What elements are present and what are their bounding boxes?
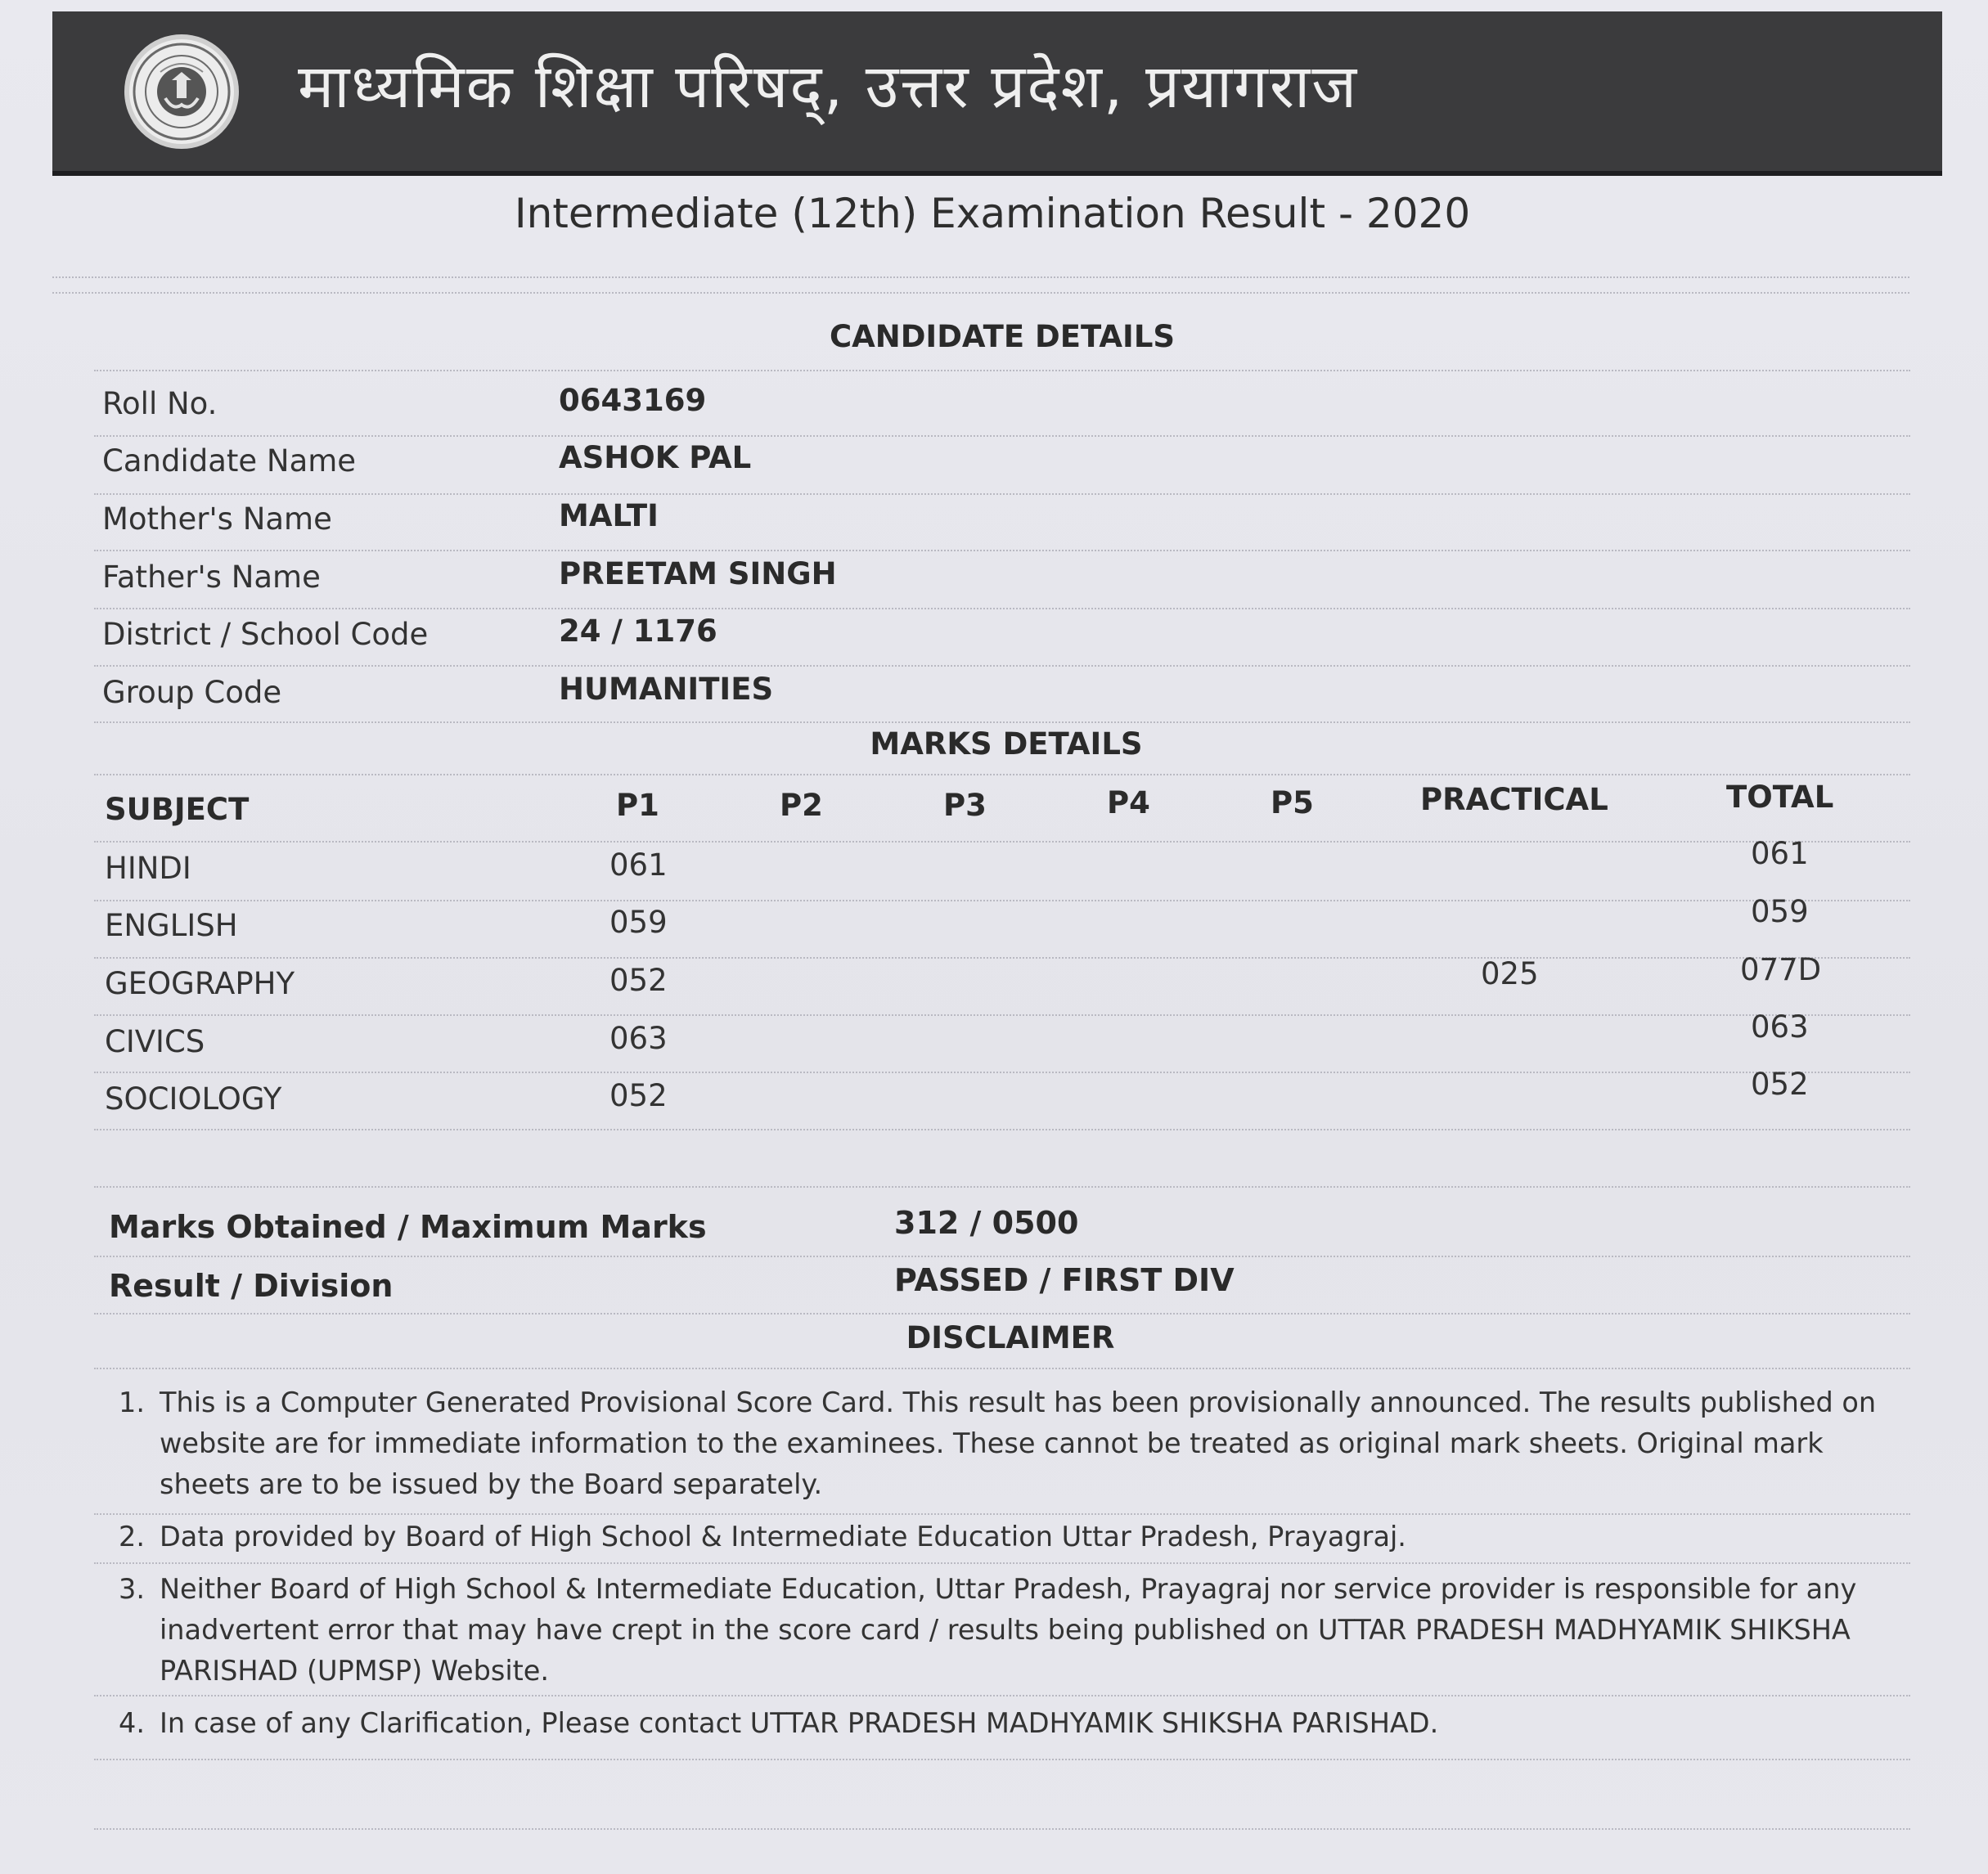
subject-cell: HINDI (105, 851, 191, 886)
column-header-p4: P4 (1107, 785, 1150, 820)
divider (94, 1129, 1910, 1130)
field-label: Father's Name (102, 560, 321, 595)
candidate-row-name (102, 440, 1902, 492)
marks-details-heading: MARKS DETAILS (870, 726, 1143, 762)
divider (94, 957, 1910, 959)
divider (94, 665, 1910, 667)
divider (94, 774, 1910, 775)
exam-title: Intermediate (12th) Examination Result - 2020 (514, 190, 1471, 237)
up-government-emblem-icon (124, 34, 239, 149)
field-value: PREETAM SINGH (559, 556, 837, 591)
field-label: Group Code (102, 675, 282, 710)
disclaimer-item-text: Neither Board of High School & Intermediate Education, Uttar Pradesh, Prayagraj nor service provider is responsible for any inadvertent error that may have crept in the score card / results being published on UTTAR PRADESH MADHYAMIK SHIKSHA PARISHAD (UPMSP) Website. (160, 1573, 1857, 1687)
divider (52, 292, 1909, 294)
total-cell: 061 (1751, 836, 1809, 871)
disclaimer-item-number: 2. (119, 1521, 145, 1553)
candidate-row-group (102, 672, 1902, 724)
divider (94, 841, 1910, 843)
total-cell: 077D (1740, 952, 1822, 987)
disclaimer-heading: DISCLAIMER (906, 1320, 1115, 1355)
divider (94, 900, 1910, 901)
p1-cell: 052 (609, 1078, 668, 1113)
disclaimer-item (119, 1703, 1902, 1744)
result-division-label: Result / Division (109, 1268, 394, 1304)
divider (94, 1759, 1910, 1760)
divider (94, 493, 1910, 495)
board-header-banner (52, 11, 1942, 176)
divider (94, 550, 1910, 551)
disclaimer-item-text: This is a Computer Generated Provisional Score Card. This result has been provisionally announced. The results published on website are for immediate information to the examinees. These cannot be treated as original mark sheets. Original mark sheets are to be issued by the Board separately. (160, 1386, 1877, 1500)
field-label: Mother's Name (102, 501, 332, 537)
candidate-row-mother (102, 498, 1902, 551)
field-label: Candidate Name (102, 443, 357, 479)
marks-obtained-label: Marks Obtained / Maximum Marks (109, 1209, 707, 1245)
candidate-details-heading: CANDIDATE DETAILS (829, 319, 1176, 354)
total-cell: 052 (1751, 1067, 1809, 1102)
disclaimer-item (119, 1517, 1902, 1557)
board-title: माध्यमिक शिक्षा परिषद्, उत्तर प्रदेश, प्रयागराज (298, 52, 1359, 122)
practical-cell: 025 (1481, 956, 1539, 991)
subject-cell: ENGLISH (105, 908, 238, 943)
divider (94, 1256, 1910, 1257)
divider (52, 276, 1909, 278)
disclaimer-item (119, 1382, 1902, 1505)
divider (94, 1313, 1910, 1314)
divider (94, 435, 1910, 437)
divider (94, 1186, 1910, 1188)
divider (94, 1368, 1910, 1369)
divider (94, 1695, 1910, 1696)
field-value: MALTI (559, 498, 659, 533)
divider (94, 1014, 1910, 1016)
p1-cell: 059 (609, 905, 668, 940)
disclaimer-item (119, 1569, 1902, 1692)
total-cell: 059 (1751, 894, 1809, 929)
marks-obtained-value: 312 / 0500 (894, 1205, 1079, 1241)
p1-cell: 063 (609, 1021, 668, 1056)
disclaimer-item-number: 1. (119, 1386, 145, 1418)
field-value: 24 / 1176 (559, 613, 717, 649)
candidate-row-district (102, 613, 1902, 666)
candidate-row-roll (102, 383, 1902, 435)
disclaimer-item-number: 3. (119, 1573, 145, 1605)
field-value: HUMANITIES (559, 672, 774, 707)
column-header-practical: PRACTICAL (1420, 782, 1608, 817)
column-header-total: TOTAL (1726, 780, 1834, 815)
field-label: Roll No. (102, 386, 218, 421)
divider (94, 608, 1910, 609)
p1-cell: 052 (609, 963, 668, 998)
divider (94, 370, 1910, 371)
disclaimer-item-text: Data provided by Board of High School & Intermediate Education Uttar Pradesh, Prayagraj. (160, 1521, 1406, 1553)
column-header-subject: SUBJECT (105, 792, 250, 827)
p1-cell: 061 (609, 847, 668, 883)
divider (94, 1513, 1910, 1515)
subject-cell: GEOGRAPHY (105, 966, 295, 1001)
disclaimer-item-number: 4. (119, 1707, 145, 1739)
divider (94, 1072, 1910, 1073)
column-header-p5: P5 (1271, 785, 1314, 820)
disclaimer-item-text: In case of any Clarification, Please contact UTTAR PRADESH MADHYAMIK SHIKSHA PARISHAD. (160, 1707, 1439, 1739)
field-value: ASHOK PAL (559, 440, 752, 475)
total-cell: 063 (1751, 1009, 1809, 1045)
subject-cell: SOCIOLOGY (105, 1081, 282, 1117)
field-value: 0643169 (559, 383, 707, 418)
subject-cell: CIVICS (105, 1024, 205, 1059)
result-division-value: PASSED / FIRST DIV (894, 1262, 1235, 1298)
candidate-row-father (102, 556, 1902, 609)
divider (94, 721, 1910, 723)
column-header-p2: P2 (780, 788, 823, 823)
column-header-p3: P3 (943, 788, 987, 823)
column-header-p1: P1 (616, 788, 659, 823)
field-label: District / School Code (102, 617, 429, 652)
divider (94, 1828, 1910, 1830)
divider (94, 1562, 1910, 1564)
